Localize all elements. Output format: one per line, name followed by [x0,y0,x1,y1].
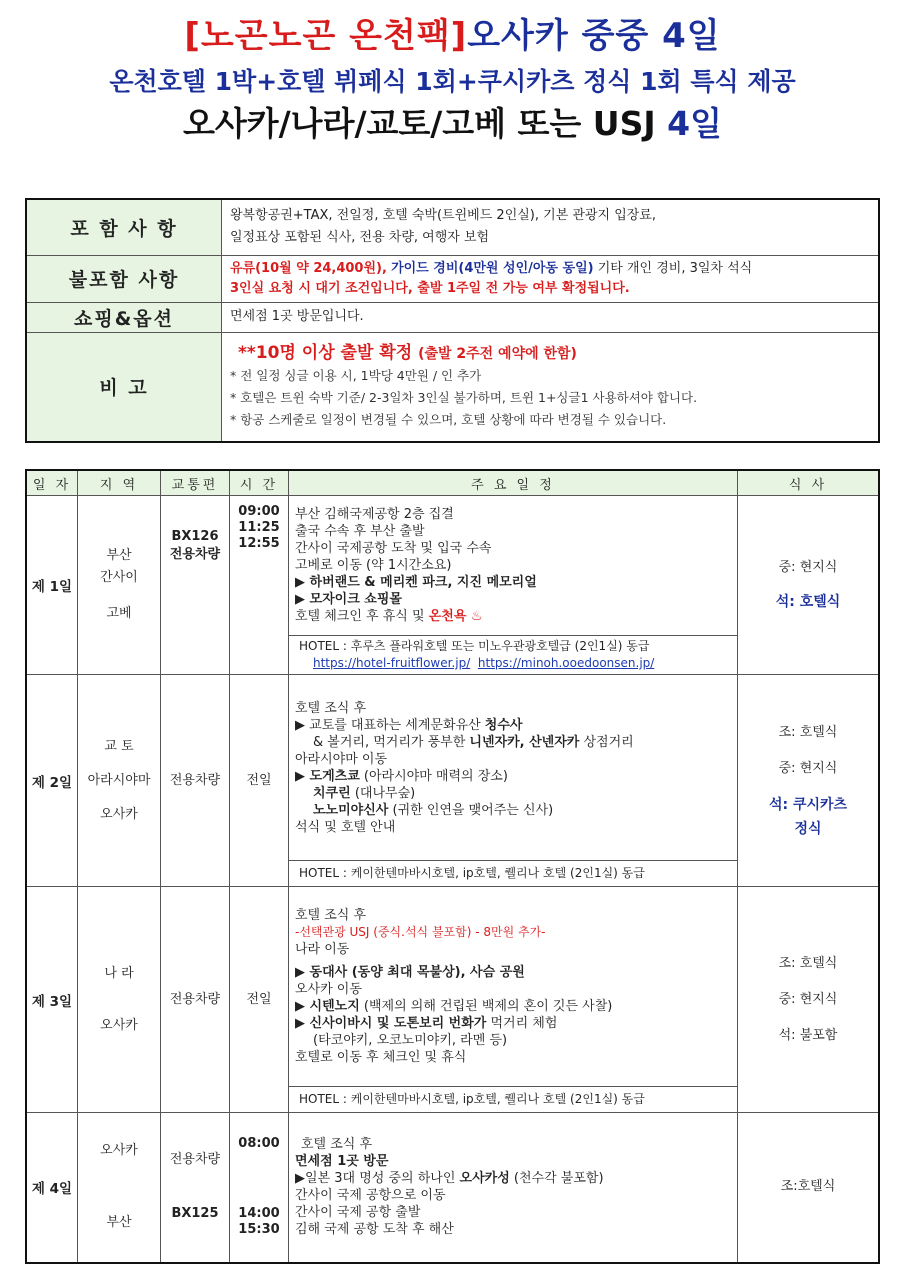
header-time: 시 간 [230,470,289,496]
excluded-triple-room: 3인실 요청 시 대기 조건입니다, 출발 1주일 전 가능 여부 확정됩니다. [230,280,630,296]
day3-itinerary [289,887,738,1087]
itinerary-line [295,734,731,751]
shopping-label: 쇼핑&옵션 [26,302,222,332]
itinerary-line [295,608,731,625]
day1-time [230,496,289,675]
time-value: 09:00 [238,504,280,519]
itinerary-line: ▶ 모자이크 쇼핑몰 [295,592,402,607]
itinerary-text: ▶ 교토를 대표하는 세계문화유산 [295,717,481,733]
optional-tour: -선택관광 USJ (중식.석식 불포함) - 8만원 추가- [295,925,546,939]
itinerary-line: (타코야키, 오코노미야키, 라멘 등) [313,1033,508,1048]
hotel-link[interactable]: https://minoh.ooedoonsen.jp/ [477,656,655,670]
hotel-link[interactable]: https://hotel-fruitflower.jp/ [313,656,471,670]
itinerary-line: 호텔 조식 후 [301,1137,373,1153]
day2-meals [738,675,880,887]
hotel-info: HOTEL : 후루츠 플라워호텔 또는 미노우관광호텔급 (2인1실) 동급 [299,639,650,653]
day4-transport [161,1113,230,1263]
meal-item: 중: 현지식 [778,560,838,575]
region-name: 오사카 [100,1143,138,1159]
itinerary-line: 아라시야마 이동 [295,751,388,767]
itinerary-line: 오사카 이동 [295,982,362,997]
itinerary-line: 김해 국제 공항 도착 후 해산 [295,1222,454,1238]
title-tour-name: 오사카 중중 4일 [467,16,721,56]
day3-transport: 전용차량 [161,887,230,1113]
itinerary-text: (백제의 의해 건립된 백제의 혼이 깃든 사찰) [363,999,613,1014]
subtitle-benefits: 온천호텔 1박+호텔 뷔페식 1회+쿠시카츠 정식 1회 특식 제공 [109,67,796,96]
shopping-content: 면세점 1곳 방문입니다. [222,302,880,332]
itinerary-text: 호텔 체크인 후 휴식 및 [295,609,425,624]
main-title [0,8,905,57]
itinerary-line [295,768,731,785]
day2-hotel: HOTEL : 케이한텐마바시호텔, ip호텔, 퀠리나 호텔 (2인1실) 동급 [289,861,738,887]
itinerary-line: 석식 및 호텔 안내 [295,819,396,835]
day3-hotel: HOTEL : 케이한텐마바시호텔, ip호텔, 퀠리나 호텔 (2인1실) 동급 [289,1087,738,1113]
route-days: 4일 [667,104,722,143]
itinerary-line: 나라 이동 [295,942,350,957]
meal-item: 석: 불포함 [778,1027,838,1043]
itinerary-line: 출국 수속 후 부산 출발 [295,524,425,539]
title-package-name: [노곤노곤 온천팩] [184,16,468,56]
included-label: 포 함 사 항 [26,199,222,255]
day4-region [78,1113,161,1263]
itinerary-line [295,1170,731,1187]
time-value: 11:25 [238,520,280,535]
itinerary-highlight: 치쿠린 [313,785,351,801]
itinerary-line: 호텔 조식 후 [295,908,367,923]
header-meals: 식 사 [738,470,880,496]
excluded-content [222,255,880,302]
region-name: 아라시야마 [87,772,151,788]
itinerary-line: 부산 김해국제공항 2층 집결 [295,507,454,522]
included-line: 왕복항공권+TAX, 전일정, 호텔 숙박(트윈베드 2인실), 기본 관광지 입장료, [230,208,657,224]
excluded-guide: 가이드 경비(4만원 성인/아동 동일) [391,260,594,276]
remarks-content [222,332,880,442]
itinerary-highlight: 노노미야신사 [313,802,389,818]
remarks-confirm-sub: (출발 2주전 예약에 한함) [418,346,577,363]
excluded-rest: 기타 개인 경비, 3일차 석식 [597,260,753,276]
day2-time: 전일 [230,675,289,887]
day1-itinerary [289,496,738,636]
remarks-confirm [230,342,870,365]
remarks-note: * 호텔은 트윈 숙박 기준/ 2-3일차 3인실 불가하며, 트윈 1+싱글1 사용하셔야 합니다. [230,390,698,406]
region-name: 부산 [106,548,132,563]
time-value: 15:30 [238,1222,280,1238]
included-line: 일정표상 포함된 식사, 전용 차량, 여행자 보험 [230,230,490,246]
day3-label: 제 3일 [26,887,78,1113]
remarks-confirm-main: **10명 이상 출발 확정 [238,343,413,364]
onsen-highlight: 온천욕 ♨ [428,609,483,624]
itinerary-highlight: 청수사 [484,717,523,733]
itinerary-line: 호텔로 이동 후 체크인 및 휴식 [295,1050,467,1065]
itinerary-line: ▶ 하버랜드 & 메리켄 파크, 지진 메모리얼 [295,575,537,590]
day1-meals [738,496,880,675]
itinerary-highlight: 니넨자카, 산넨자카 [469,734,580,750]
day3-time: 전일 [230,887,289,1113]
itinerary-text: ▶일본 3대 명성 중의 하나인 [295,1171,456,1187]
region-name: 오사카 [100,1017,138,1033]
itinerary-line [295,1015,731,1032]
time-value: 12:55 [238,536,280,551]
itinerary-line: 간사이 국제공항 도착 및 입국 수속 [295,541,492,556]
included-content [222,199,880,255]
day1-hotel [289,636,738,675]
region-name: 부산 [106,1215,132,1231]
header-itinerary: 주 요 일 정 [289,470,738,496]
itinerary-line: 고베로 이동 (약 1시간소요) [295,558,452,573]
itinerary-text: (천수각 불포함) [513,1171,604,1187]
region-name: 오사카 [100,806,138,822]
itinerary-highlight: 오사카성 [459,1171,510,1187]
meal-item: 조: 호텔식 [778,724,838,740]
subtitle-route [0,98,905,145]
excluded-fuel: 유류(10월 약 24,400원), [230,260,387,276]
day2-label: 제 2일 [26,675,78,887]
day1-label: 제 1일 [26,496,78,675]
day4-label: 제 4일 [26,1113,78,1263]
region-name: 간사이 [100,570,138,585]
itinerary-line [295,717,731,734]
itinerary-text: (아라시야마 매력의 장소) [363,768,508,784]
meal-item: 석: 호텔식 [775,594,841,610]
itinerary-line: 면세점 1곳 방문 [295,1154,389,1170]
meal-item: 중: 현지식 [778,760,838,776]
day4-time [230,1113,289,1263]
route-cities: 오사카/나라/교토/고베 또는 USJ [183,104,656,143]
day2-itinerary [289,675,738,861]
day2-region [78,675,161,887]
itinerary-highlight: ▶ 도게츠쿄 [295,768,360,784]
day4-meals: 조:호텔식 [738,1113,880,1263]
itinerary-line: 호텔 조식 후 [295,700,367,716]
header-date: 일 자 [26,470,78,496]
region-name: 교 토 [104,738,134,754]
remarks-note: * 전 일정 싱글 이용 시, 1박당 4만원 / 인 추가 [230,368,482,384]
day1-region [78,496,161,675]
day1-transport [161,496,230,675]
schedule-table [25,469,880,1264]
meal-item: 정식 [794,820,822,837]
remarks-label: 비 고 [26,332,222,442]
info-table [25,198,880,443]
itinerary-highlight: ▶ 시텐노지 [295,999,360,1014]
region-name: 나 라 [104,965,134,981]
time-value: 08:00 [238,1136,280,1152]
itinerary-text: 상점거리 [583,734,634,750]
itinerary-text: (귀한 인연을 맺어주는 신사) [392,802,554,818]
itinerary-text: (대나무숲) [354,785,416,801]
itinerary-line [295,998,731,1015]
itinerary-line: 간사이 국제 공항 출발 [295,1205,421,1221]
flight-number: BX126 [171,529,219,544]
meal-item: 중: 현지식 [778,991,838,1007]
excluded-label: 불포함 사항 [26,255,222,302]
meal-item: 조: 호텔식 [778,955,838,971]
meal-item: 석: 쿠시카츠 [768,796,848,813]
itinerary-highlight: ▶ 신사이바시 및 도톤보리 번화가 [295,1016,487,1031]
transport-type: 전용차량 [169,547,221,562]
region-name: 고베 [106,606,132,621]
header-transport: 교통편 [161,470,230,496]
flight-number: BX125 [171,1206,219,1222]
itinerary-text: 먹거리 체험 [490,1016,558,1031]
day4-itinerary [289,1113,738,1263]
itinerary-line [295,802,731,819]
transport-type: 전용차량 [169,1152,221,1168]
itinerary-text: & 볼거리, 먹거리가 풍부한 [313,734,466,750]
day3-meals [738,887,880,1113]
time-value: 14:00 [238,1206,280,1222]
itinerary-line: ▶ 동대사 (동양 최대 목불상), 사슴 공원 [295,965,525,980]
remarks-note: * 항공 스케줄로 일정이 변경될 수 있으며, 호텔 상황에 따라 변경될 수 있습니다. [230,412,667,428]
header-region: 지 역 [78,470,161,496]
day2-transport: 전용차량 [161,675,230,887]
day3-region [78,887,161,1113]
itinerary-line [295,785,731,802]
itinerary-line: 간사이 국제 공항으로 이동 [295,1188,446,1204]
